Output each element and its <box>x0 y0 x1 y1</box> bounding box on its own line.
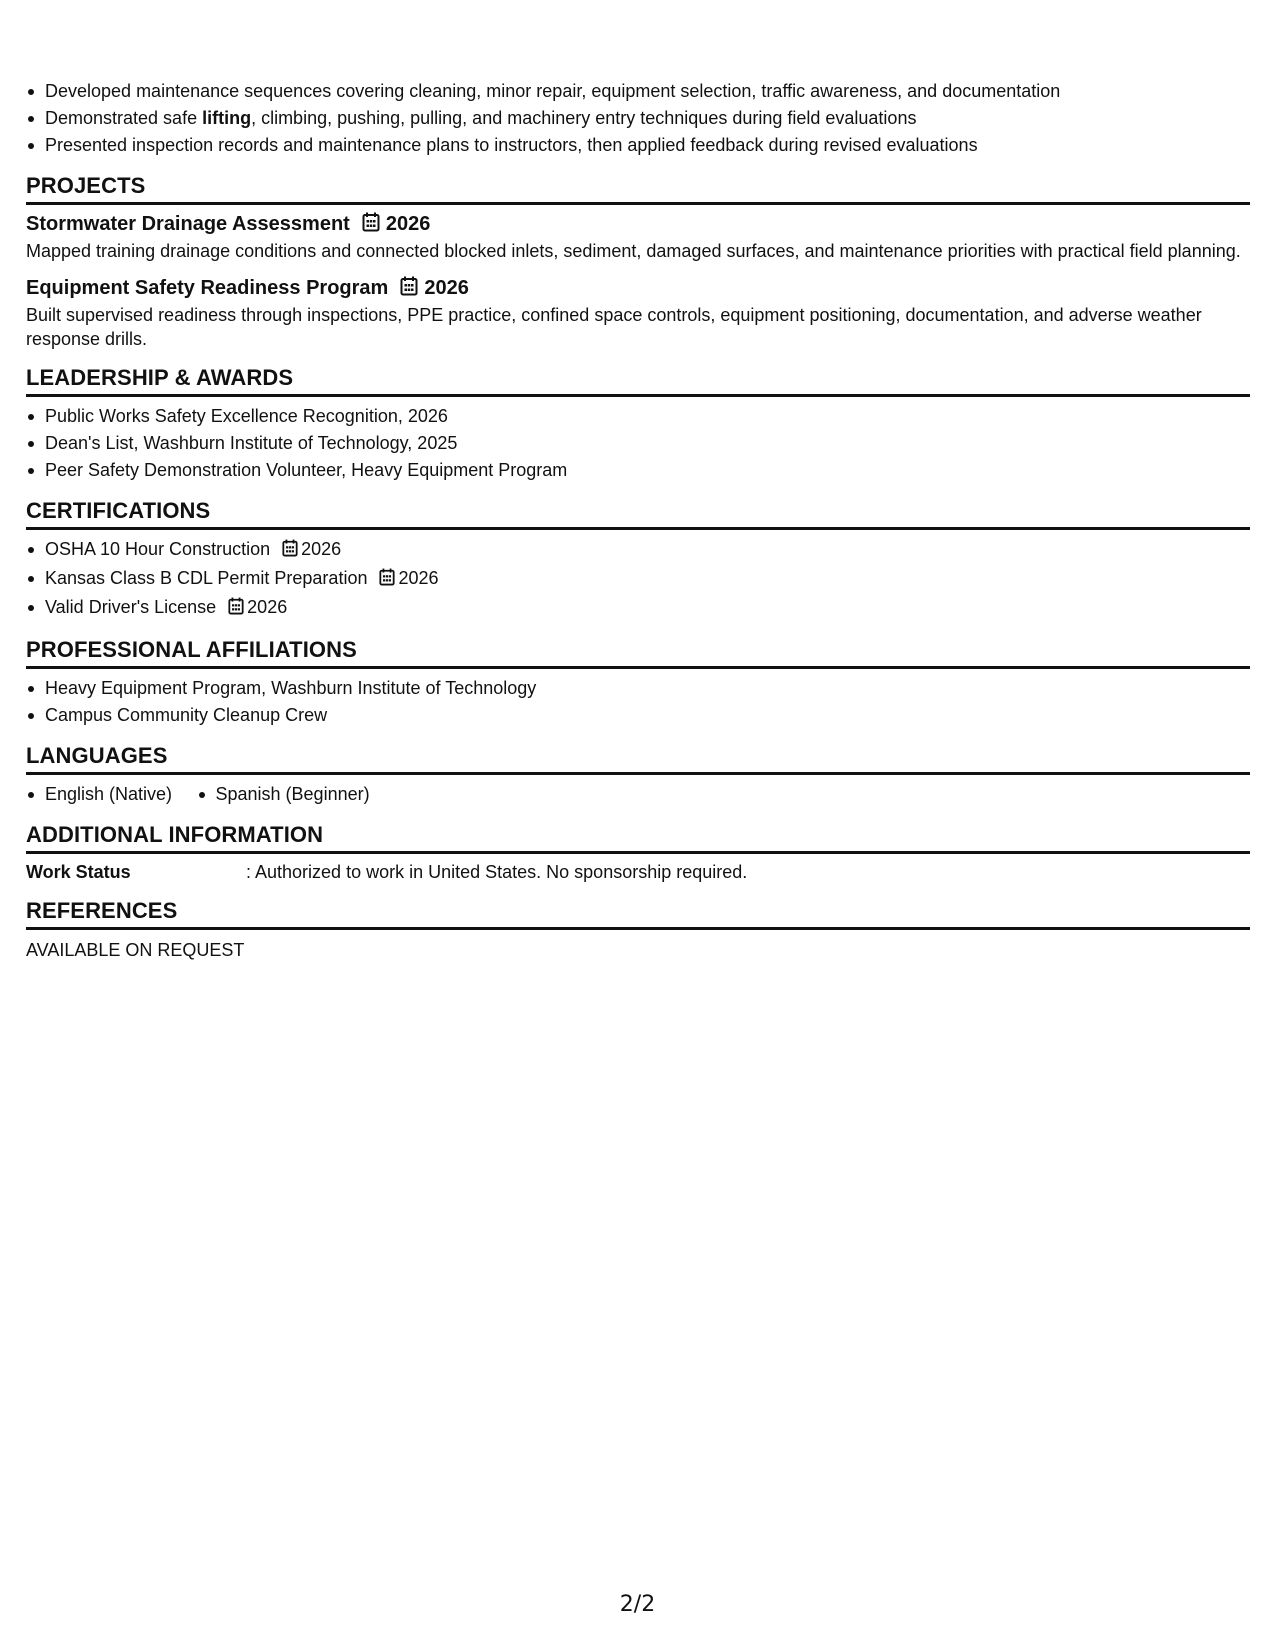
list-item <box>26 594 1250 623</box>
experience-bullets <box>26 78 1250 159</box>
bullet-text-pre: Demonstrated safe <box>45 108 203 128</box>
calendar-icon <box>379 567 395 594</box>
language-item: English (Native) <box>26 781 172 808</box>
section-title: REFERENCES <box>26 897 1250 930</box>
section-title: ADDITIONAL INFORMATION <box>26 821 1250 854</box>
project-title <box>26 211 1250 239</box>
page-number: 2/2 <box>619 1592 656 1617</box>
list-item: Dean's List, Washburn Institute of Technology, 2025 <box>26 430 1250 457</box>
bullet-text-bold: lifting <box>202 108 252 128</box>
references-text: AVAILABLE ON REQUEST <box>26 940 245 960</box>
section-title: CERTIFICATIONS <box>26 497 1250 530</box>
section-title: PROJECTS <box>26 172 1250 205</box>
project-description: Built supervised readiness through inspections, PPE practice, confined space controls, equipment positioning, documentation, and adverse weather response drills. <box>26 305 1202 349</box>
bullet-text-post: , climbing, pushing, pulling, and machinery entry techniques during field evaluations <box>251 108 917 128</box>
list-item: Developed maintenance sequences covering cleaning, minor repair, equipment selection, traffic awareness, and documentation <box>26 78 1250 105</box>
certification-name: Kansas Class B CDL Permit Preparation <box>45 568 368 588</box>
project-description: Mapped training drainage conditions and connected blocked inlets, sediment, damaged surfaces, and maintenance priorities with practical field planning. <box>26 241 1241 261</box>
work-status-value: : Authorized to work in United States. No sponsorship required. <box>246 862 748 882</box>
project-title <box>26 275 1250 303</box>
section-title: PROFESSIONAL AFFILIATIONS <box>26 636 1250 669</box>
list-item: Peer Safety Demonstration Volunteer, Heavy Equipment Program <box>26 457 1250 484</box>
certification-year: 2026 <box>301 539 342 559</box>
references-section <box>26 897 1250 962</box>
work-status-label: Work Status <box>26 862 131 882</box>
resume-page <box>26 78 1250 962</box>
list-item <box>26 565 1250 594</box>
leadership-section <box>26 364 1250 484</box>
section-title: LANGUAGES <box>26 742 1250 775</box>
list-item <box>26 105 1250 132</box>
certification-name: OSHA 10 Hour Construction <box>45 539 271 559</box>
project-name: Equipment Safety Readiness Program <box>26 277 389 299</box>
work-status-row <box>26 854 1250 884</box>
certification-year: 2026 <box>247 597 288 617</box>
affiliations-section <box>26 636 1250 729</box>
certification-name: Valid Driver's License <box>45 597 217 617</box>
certifications-section <box>26 497 1250 623</box>
projects-section <box>26 172 1250 351</box>
list-item: Campus Community Cleanup Crew <box>26 702 1250 729</box>
list-item: Heavy Equipment Program, Washburn Institute of Technology <box>26 675 1250 702</box>
calendar-icon <box>400 276 418 303</box>
certification-year: 2026 <box>398 568 439 588</box>
project-year: 2026 <box>424 277 469 299</box>
language-item: Spanish (Beginner) <box>197 781 370 808</box>
list-item <box>26 536 1250 565</box>
project-year: 2026 <box>385 213 431 235</box>
calendar-icon <box>362 212 380 239</box>
list-item: Public Works Safety Excellence Recognition, 2026 <box>26 403 1250 430</box>
section-title: LEADERSHIP & AWARDS <box>26 364 1250 397</box>
calendar-icon <box>228 596 244 623</box>
calendar-icon <box>282 538 298 565</box>
additional-info-section <box>26 821 1250 884</box>
languages-section <box>26 742 1250 808</box>
list-item: Presented inspection records and maintenance plans to instructors, then applied feedback during revised evaluations <box>26 132 1250 159</box>
project-name: Stormwater Drainage Assessment <box>26 213 350 235</box>
